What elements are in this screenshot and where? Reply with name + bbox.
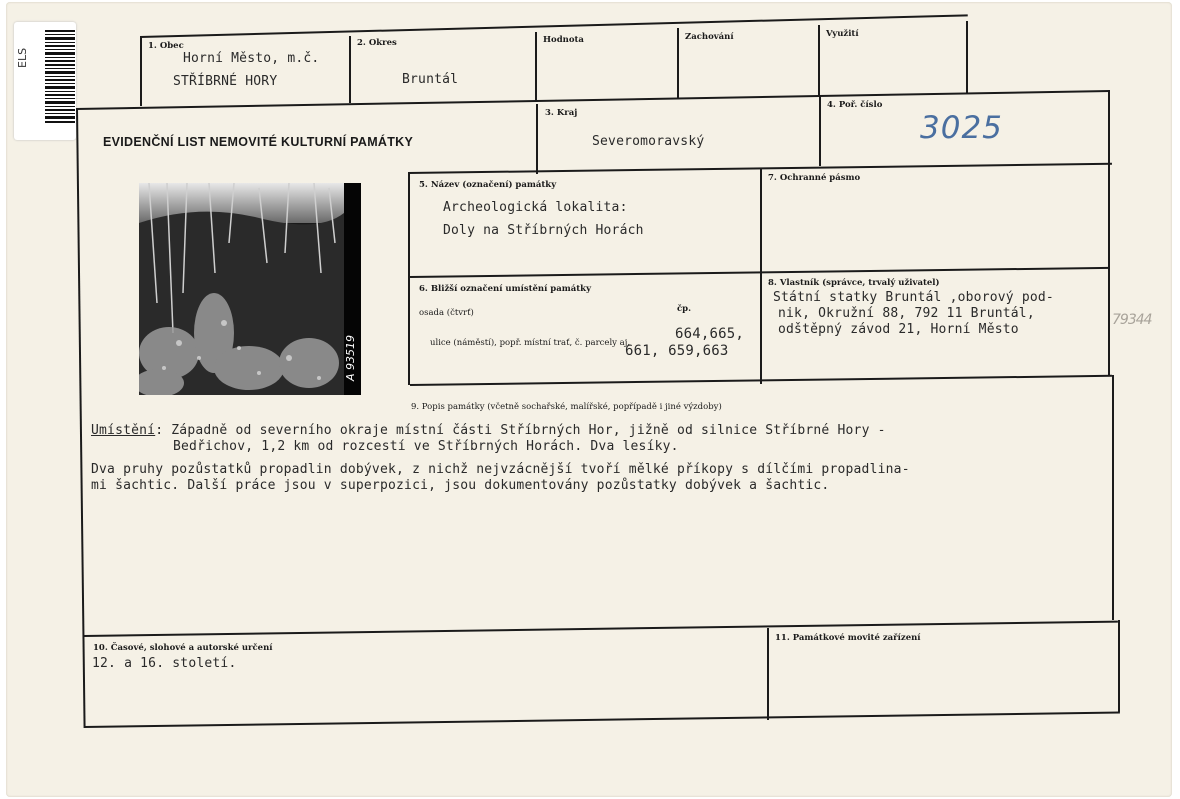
rule [349,36,351,103]
rule [408,173,410,385]
vlastnik-value-2: nik, Okružní 88, 792 11 Bruntál, [778,306,1035,321]
obec-value: Horní Město, m.č. [183,51,320,66]
por-cislo-handwritten: 3025 [920,110,1003,146]
vlastnik-value-3: odštěpný závod 21, Horní Město [778,322,1019,337]
label-vyuziti: Využití [826,29,859,39]
label-casove: 10. Časové, slohové a autorské určení [93,643,273,653]
label-okres: 2. Okres [357,38,397,48]
umisteni-underlined: Umístění [91,423,156,438]
parcely-value: 664,665, [675,326,745,342]
parcely-value-2: 661, 659,663 [625,343,729,359]
label-osada: osada (čtvrť) [419,308,474,318]
rule [767,628,769,720]
label-ulice: ulice (náměstí), popř. místní trať, č. parcely aj. [430,338,631,348]
photo-stamp: A 93519 [344,334,357,381]
label-hodnota: Hodnota [543,35,584,45]
pencil-note: 79344 [1112,312,1152,328]
rule [818,25,820,95]
rule [535,32,537,102]
barcode-sticker [14,22,76,140]
rule [140,36,142,106]
okres-value: Bruntál [402,72,459,87]
vlastnik-value: Státní statky Bruntál ,oborový pod- [773,290,1054,305]
label-popis: 9. Popis památky (včetně sochařské, malířské, popřípadě i jiné výzdoby) [411,402,722,412]
label-kraj: 3. Kraj [545,108,578,118]
nazev-value-2: Doly na Stříbrných Horách [443,223,644,238]
rule [966,21,968,93]
casove-value: 12. a 16. století. [92,656,237,671]
label-cp: čp. [677,304,692,314]
label-ochranne-pasmo: 7. Ochranné pásmo [768,173,861,183]
site-photo [139,183,361,395]
popis-line-4: mi šachtic. Další práce jsou v superpozici, jsou dokumentovány pozůstatky dobývek a šachtic. [91,478,830,493]
obec-value-2: STŘÍBRNÉ HORY [173,74,278,89]
label-zachovani: Zachování [685,32,734,42]
label-umisteni: 6. Bližší označení umístění památky [419,284,592,294]
popis-line-2: Bedřichov, 1,2 km od rozcestí ve Stříbrných Horách. Dva lesíky. [173,439,679,454]
barcode-label: ELS [16,47,29,68]
label-por-cislo: 4. Poř. číslo [827,100,883,110]
popis-line-1: : Západně od severního okraje místní části Stříbrných Hor, jižně od silnice Stříbrné Hory - [155,423,886,438]
label-nazev: 5. Název (označení) památky [419,180,557,190]
label-movita: 11. Památkové movité zařízení [775,633,921,643]
rule [677,28,679,98]
popis-line-3: Dva pruhy pozůstatků propadlin dobývek, z nichž nejvzácnější tvoří mělké příkopy s dílčími propadlina- [91,462,910,477]
rule [1108,90,1110,375]
rule [536,104,538,174]
label-vlastnik: 8. Vlastník (správce, trvalý uživatel) [768,278,940,288]
rule [760,168,762,384]
barcode-icon [45,30,79,130]
popis-umisteni-label [91,423,886,438]
kraj-value: Severomoravský [592,134,705,149]
page-title: EVIDENČNÍ LIST NEMOVITÉ KULTURNÍ PAMÁTKY [103,135,414,149]
rule [1118,620,1120,712]
label-obec: 1. Obec [148,41,184,51]
rule [819,96,821,166]
rule [1112,375,1114,620]
nazev-value: Archeologická lokalita: [443,200,628,215]
